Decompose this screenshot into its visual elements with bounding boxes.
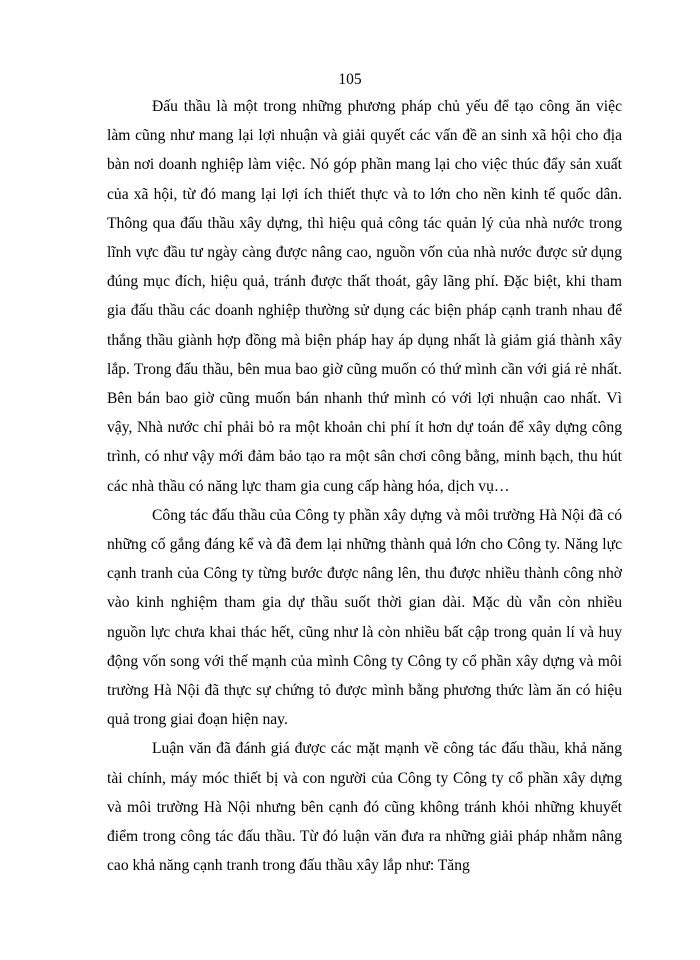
paragraph-3: Luận văn đã đánh giá được các mặt mạnh về công tác đấu thầu, khả năng tài chính, máy móc thiết bị và con người của Công ty Công ty cổ phần xây dựng và môi trường Hà Nội nhưng bên cạnh đó cũng không tránh khỏi những khuyết điểm trong công tác đấu thầu. Từ đó luận văn đưa ra những giải pháp nhằm nâng cao khả năng cạnh tranh trong đấu thầu xây lắp như: Tăng <box>107 740 622 875</box>
paragraph-1: Đấu thầu là một trong những phương pháp chủ yếu để tạo công ăn việc làm cũng như mang lại lợi nhuận và giải quyết các vấn đề an sinh xã hội cho địa bàn nơi doanh nghiệp làm việc. Nó góp phần mang lại cho việc thúc đẩy sản xuất của xã hội, từ đó mang lại lợi ích thiết thực và to lớn cho nền kinh tế quốc dân. Thông qua đấu thầu xây dựng, thì hiệu quả công tác quản lý của nhà nước trong lĩnh vực đầu tư ngày càng được nâng cao, nguồn vốn của nhà nước được sử dụng đúng mục đích, hiệu quả, tránh được thất thoát, gây lãng phí. Đặc biệt, khi tham gia đấu thầu các doanh nghiệp thường sử dụng các biện pháp cạnh tranh nhau để thắng thầu giành hợp đồng mà biện pháp hay áp dụng nhất là giảm giá thành xây lắp. Trong đấu thầu, bên mua bao giờ cũng muốn có thứ mình cần với giá rẻ nhất. Bên bán bao giờ cũng muốn bán nhanh thứ mình có với lợi nhuận cao nhất. Vì vậy, Nhà nước chỉ phải bỏ ra một khoản chi phí ít hơn dự toán để xây dựng công trình, có như vậy mới đảm bảo tạo ra một sân chơi công bằng, minh bạch, thu hút các nhà thầu có năng lực tham gia cung cấp hàng hóa, dịch vụ… <box>107 98 622 495</box>
paragraph-2: Công tác đấu thầu của Công ty phần xây dựng và môi trường Hà Nội đã có những cố gắng đáng kể và đã đem lại những thành quả lớn cho Công ty. Năng lực cạnh tranh của Công ty từng bước được nâng lên, thu được nhiều thành công nhờ vào kinh nghiệm tham gia dự thầu suốt thời gian dài. Mặc dù vẫn còn nhiều nguồn lực chưa khai thác hết, cũng như là còn nhiều bất cập trong quản lí và huy động vốn song với thế mạnh của mình Công ty Công ty cổ phần xây dựng và môi trường Hà Nội đã thực sự chứng tỏ được mình bằng phương thức làm ăn có hiệu quả trong giai đoạn hiện nay. <box>107 506 622 729</box>
page-number: 105 <box>338 71 362 88</box>
body-text <box>107 92 622 880</box>
